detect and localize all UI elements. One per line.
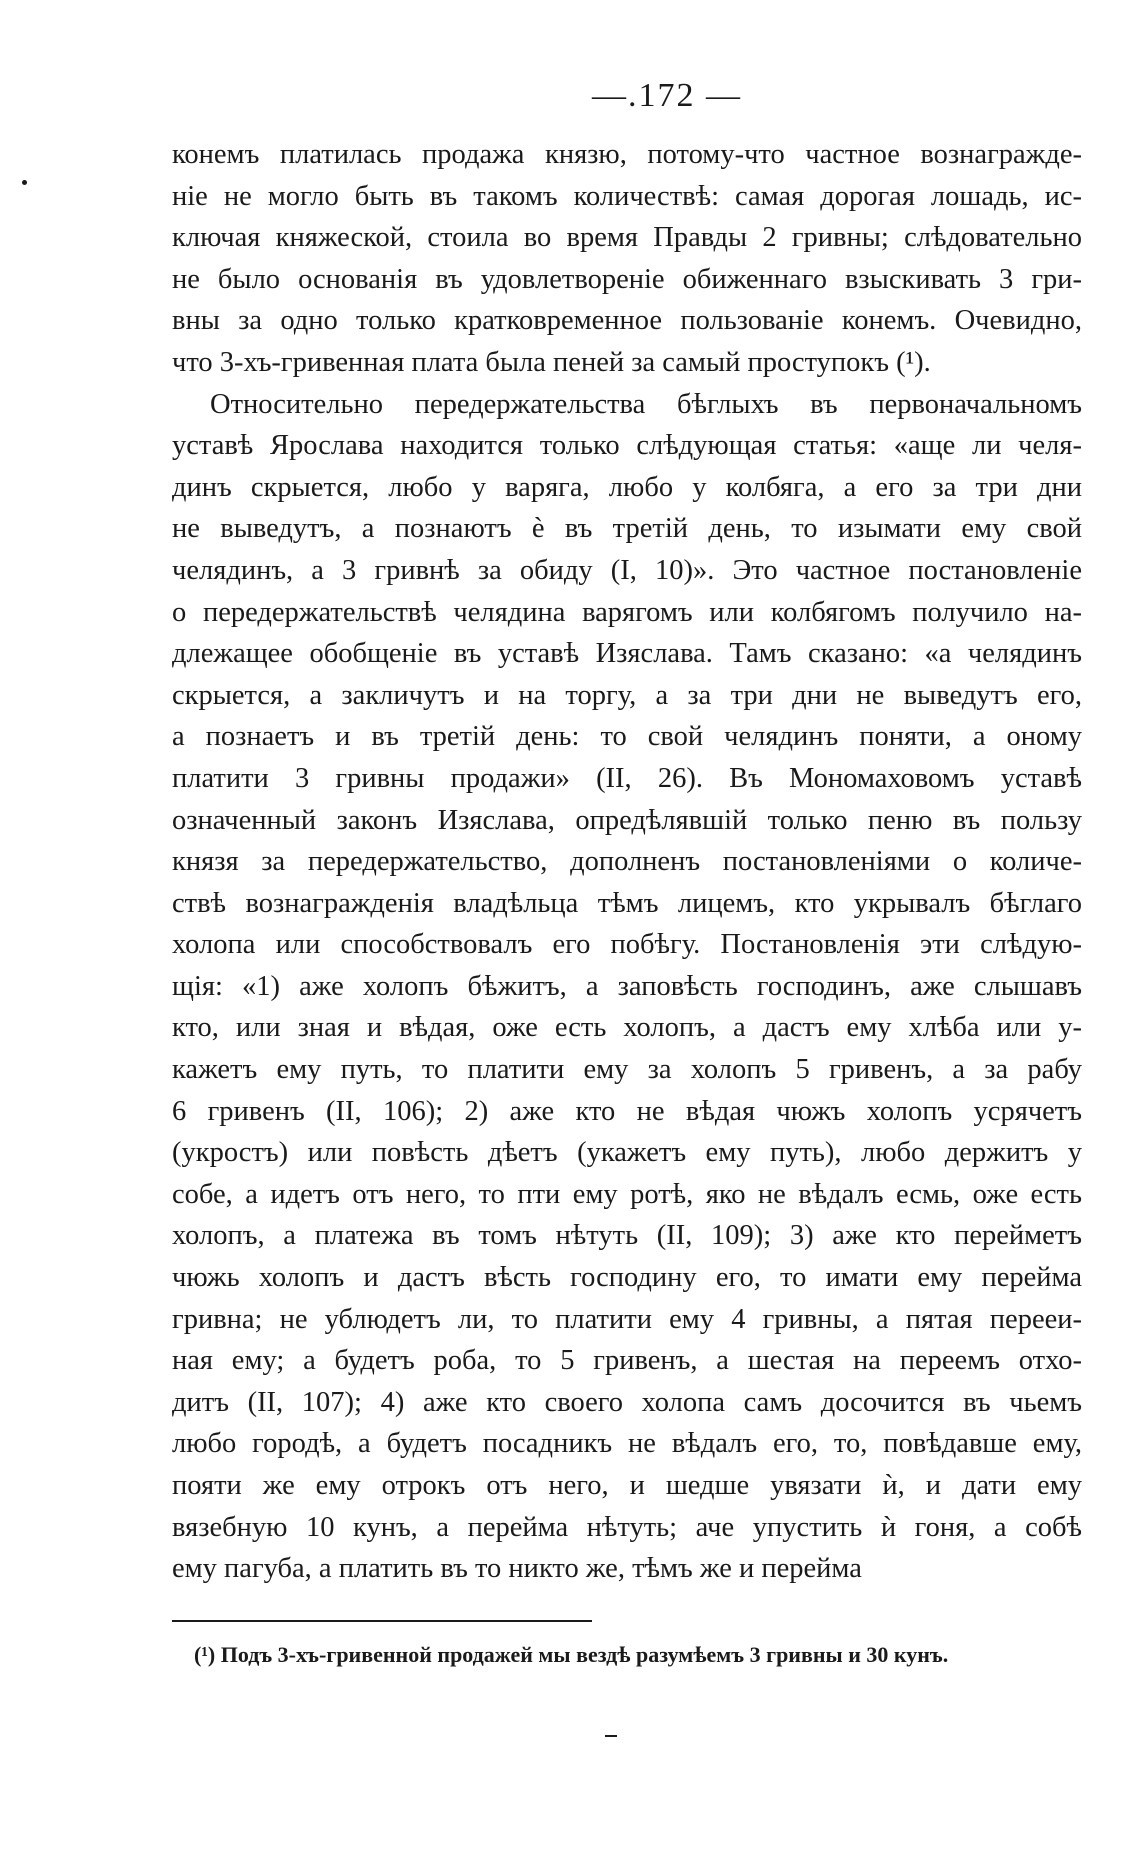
text-line: означенный законъ Изяслава, опредѣлявшій только пеню въ пользу [172,804,1082,836]
margin-dot [22,180,27,185]
text-line: челядинъ, а 3 гривнѣ за обиду (I, 10)». Это частное постановленіе [172,554,1082,586]
text-line: конемъ платилась продажа князю, потому-что частное вознагражде- [172,139,1082,170]
text-line: о передержательствѣ челядина варягомъ или колбягомъ получило на- [172,596,1082,628]
text-line: ствѣ вознагражденія владѣльца тѣмъ лицемъ, кто укрывалъ бѣглаго [172,887,1082,919]
page-number: —.172 — [592,77,742,114]
text-line: ему пагуба, а платить въ то никто же, тѣмъ же и перейма [172,1553,862,1585]
text-line: собе, а идетъ отъ него, то пти ему ротѣ, яко не вѣдалъ есмь, оже есть [172,1178,1082,1210]
text-line: уставѣ Ярослава находится только слѣдующая статья: «аще ли челя- [172,430,1082,462]
text-line: князя за передержательство, дополненъ постановленіями о количе- [172,846,1082,878]
footnote-rule [172,1620,592,1622]
text-line: чюжь холопъ и дастъ вѣсть господину его, то имати ему перейма [172,1262,1082,1294]
text-line: динъ скрыется, любо у варяга, любо у колбяга, а его за три дни [172,471,1082,503]
text-line: не было основанія въ удовлетвореніе обиженнаго взыскивать 3 гри- [172,263,1082,295]
body-text [172,134,1082,1590]
text-line: вны за одно только кратковременное пользованіе конемъ. Очевидно, [172,305,1082,337]
text-line: что 3-хъ-гривенная плата была пеней за самый проступокъ (¹). [172,346,931,378]
text-line: ключая княжеской, стоила во время Правды 2 гривны; слѣдовательно [172,222,1082,254]
text-line: дитъ (II, 107); 4) аже кто своего холопа самъ досочится въ чьемъ [172,1386,1082,1418]
text-line: не выведутъ, а познаютъ è въ третій день, то изымати ему свой [172,513,1082,545]
text-line: кажетъ ему путь, то платити ему за холопъ 5 гривенъ, а за рабу [172,1054,1082,1086]
text-line: ная ему; а будетъ роба, то 5 гривенъ, а шестая на переемъ отхо- [172,1345,1082,1377]
text-line: Относительно передержательства бѣглыхъ въ первоначальномъ [210,388,1082,420]
text-line: холопа или способствовалъ его побѣгу. Постановленія эти слѣдую- [172,929,1082,961]
text-line: кто, или зная и вѣдая, оже есть холопъ, а дастъ ему хлѣба или у- [172,1012,1082,1044]
text-line: ніе не могло быть въ такомъ количествѣ: самая дорогая лошадь, ис- [172,180,1082,212]
text-line: щія: «1) аже холопъ бѣжитъ, а заповѣсть господинъ, аже слышавъ [172,970,1082,1002]
page [172,78,1082,1670]
footnote: (¹) Подъ 3-хъ-гривенной продажей мы вездѣ разумѣемъ 3 гривны и 30 кунъ. [194,1641,949,1667]
text-line: вязебную 10 кунъ, а перейма нѣтуть; аче упустить ѝ гоня, а собѣ [172,1511,1082,1543]
text-line: платити 3 гривны продажи» (II, 26). Въ Мономаховомъ уставѣ [172,762,1082,794]
text-line: а познаетъ и въ третій день: то свой челядинъ поняти, а оному [172,721,1082,753]
margin-dash [605,1735,617,1737]
text-line: любо городѣ, а будетъ посадникъ не вѣдалъ его, то, повѣдавше ему, [172,1428,1082,1460]
text-line: длежащее обобщеніе въ уставѣ Изяслава. Тамъ сказано: «а челядинъ [172,638,1082,670]
text-line: холопъ, а платежа въ томъ нѣтуть (II, 109); 3) аже кто перейметъ [172,1220,1082,1252]
text-line: пояти же ему отрокъ отъ него, и шедше увязати ѝ, и дати ему [172,1470,1082,1501]
text-line: (укростъ) или повѣсть дѣетъ (укажетъ ему путь), любо держитъ у [172,1137,1082,1169]
text-line: скрыется, а закличутъ и на торгу, а за три дни не выведутъ его, [172,679,1082,711]
text-line: 6 гривенъ (II, 106); 2) аже кто не вѣдая чюжъ холопъ усрячетъ [172,1095,1082,1127]
text-line: гривна; не ублюдетъ ли, то платити ему 4 гривны, а пятая перееи- [172,1303,1082,1335]
